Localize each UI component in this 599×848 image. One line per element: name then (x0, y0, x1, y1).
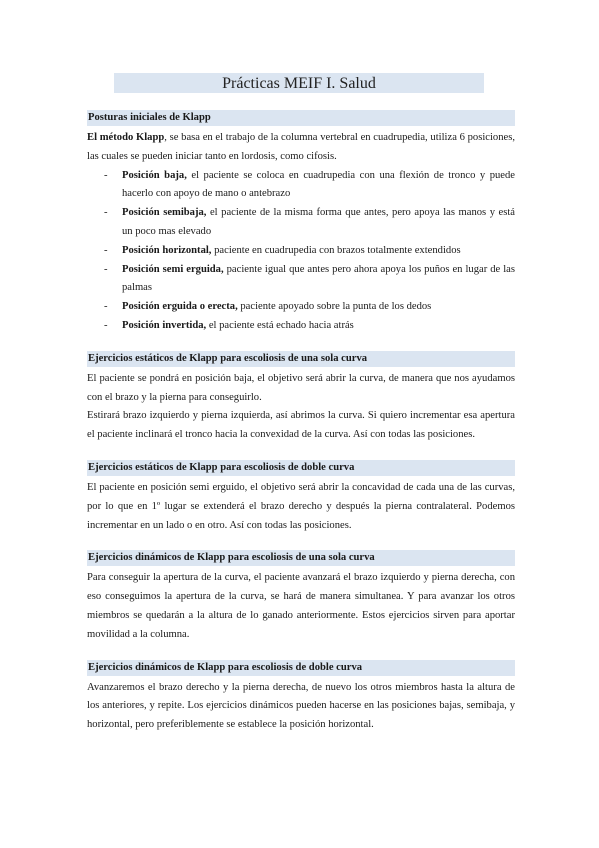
list-item-text: el paciente de la misma forma que antes, pero apoya las manos y está un poco mas elevado (122, 207, 515, 237)
section-heading: Ejercicios estáticos de Klapp para escoliosis de una sola curva (87, 351, 515, 367)
section-dinamicos-una-curva (87, 550, 515, 644)
section-paragraph: Para conseguir la apertura de la curva, el paciente avanzará el brazo izquierdo y pierna derecha, con eso conseguimos la apertura de la curva, se hará de manera simultanea. Y para avanzar los otros miembros se quedarán a la altura de lo ganado anteriormente. Estos ejercicios sirven para aportar movilidad a la columna. (87, 572, 515, 640)
list-item-term: Posición horizontal, (122, 244, 212, 256)
list-item (87, 242, 515, 261)
section-paragraph: Avanzaremos el brazo derecho y la pierna derecha, de nuevo los otros miembros hasta la altura de los anteriores, y repite. Los ejercicios dinámicos pueden hacerse en las posiciones bajas, semibaja, y horizontal, pero preferiblemente se establece la posición horizontal. (87, 681, 515, 731)
section-heading: Ejercicios dinámicos de Klapp para escoliosis de una sola curva (87, 550, 515, 566)
list-item-text: paciente en cuadrupedia con brazos totalmente extendidos (211, 244, 461, 256)
section-posturas-iniciales (87, 110, 515, 336)
list-item (87, 167, 515, 205)
list-item-term: Posición baja, (122, 169, 187, 181)
positions-list (87, 167, 515, 336)
section-heading: Posturas iniciales de Klapp (87, 110, 515, 126)
document-title: Prácticas MEIF I. Salud (114, 73, 484, 93)
list-item-text: el paciente se coloca en cuadrupedia con una flexión de tronco y puede hacerlo con apoyo de mano o antebrazo (122, 169, 515, 200)
section-estaticos-una-curva (87, 351, 515, 445)
section-heading: Ejercicios estáticos de Klapp para escoliosis de doble curva (87, 460, 515, 476)
list-item-term: Posición semi erguida, (122, 263, 224, 275)
list-item-text: el paciente está echado hacia atrás (206, 319, 354, 331)
list-item (87, 317, 515, 336)
intro-bold-term: El método Klapp (87, 132, 165, 143)
list-dash: - (104, 263, 108, 275)
list-item-term: Posición invertida, (122, 319, 207, 331)
list-item (87, 261, 515, 299)
list-dash: - (104, 207, 108, 219)
section-intro (87, 129, 515, 167)
section-paragraph: Estirará brazo izquierdo y pierna izquierda, así abrimos la curva. Si quiero incrementar esa apertura el paciente inclinará el tronco hacia la convexidad de la curva. Así con todas las posiciones. (87, 410, 515, 441)
list-item-term: Posición semibaja, (122, 207, 207, 219)
list-item-term: Posición erguida o erecta, (122, 301, 238, 313)
list-dash: - (104, 169, 108, 181)
section-paragraph: El paciente en posición semi erguido, el objetivo será abrir la concavidad de cada una de las curvas, por lo que en 1º lugar se extenderá el brazo derecho y después la pierna contralateral. Podemos incrementar en un lado o en otro. Así con todas las posiciones. (87, 481, 515, 531)
document-body (87, 110, 515, 750)
list-dash: - (104, 301, 108, 313)
section-estaticos-doble-curva (87, 460, 515, 535)
list-dash: - (104, 244, 108, 256)
list-item (87, 298, 515, 317)
list-item-text: paciente apoyado sobre la punta de los dedos (237, 301, 432, 313)
section-dinamicos-doble-curva (87, 660, 515, 735)
section-heading: Ejercicios dinámicos de Klapp para escoliosis de doble curva (87, 660, 515, 676)
list-item-text: paciente igual que antes pero ahora apoya los puños en lugar de las palmas (122, 263, 516, 294)
section-paragraph: El paciente se pondrá en posición baja, el objetivo será abrir la curva, de manera que nos ayudamos con el brazo y la pierna para conseguirlo. (87, 372, 515, 403)
list-dash: - (104, 319, 108, 331)
intro-text: , se basa en el trabajo de la columna vertebral en cuadrupedia, utiliza 6 posiciones, las cuales se pueden iniciar tanto en lordosis, como cifosis. (87, 132, 515, 162)
list-item (87, 204, 515, 242)
